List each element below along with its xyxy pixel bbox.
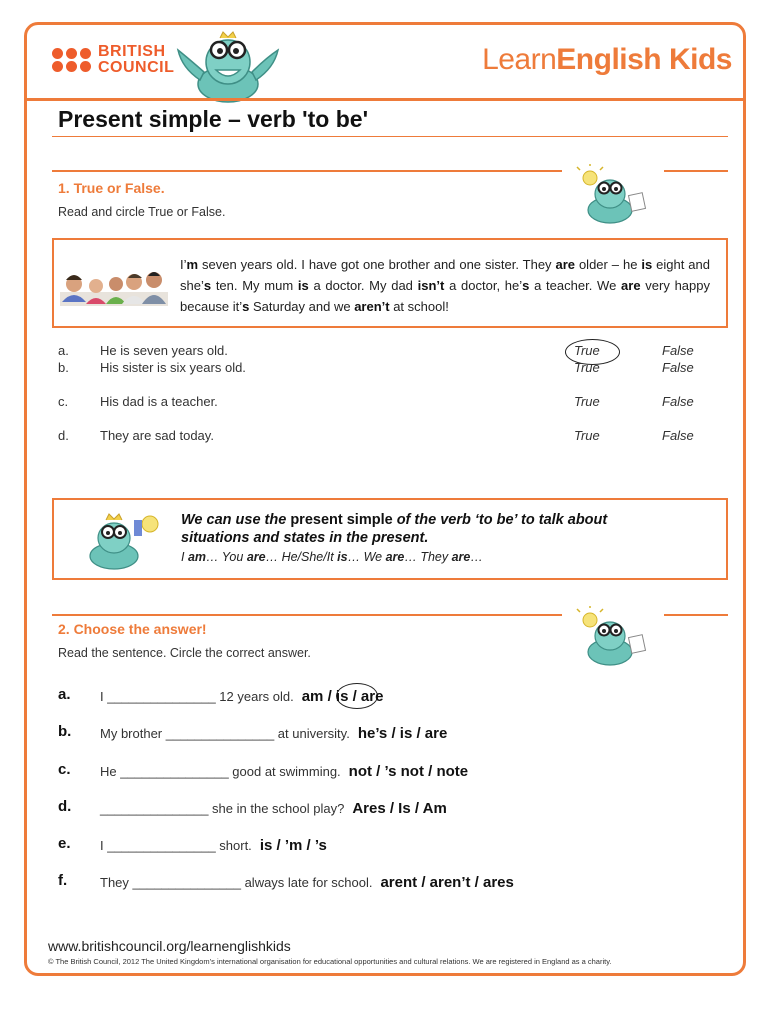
true-option[interactable]: True bbox=[574, 343, 600, 358]
example-run: … He/She/It bbox=[265, 550, 338, 564]
choose-answer-item bbox=[58, 761, 718, 785]
grammar-examples bbox=[181, 550, 483, 564]
item-statement: His dad is a teacher. bbox=[100, 394, 218, 409]
passage-run: m bbox=[186, 257, 199, 272]
example-run: … We bbox=[347, 550, 386, 564]
mascot-idea-icon bbox=[572, 164, 656, 228]
footer-copyright: © The British Council, 2012 The United Kingdom’s international organisation for educational opportunities and cultural relations. We are registered in England as a charity. bbox=[48, 957, 612, 966]
choose-answer-item bbox=[58, 872, 718, 896]
passage-run: a doctor, he’ bbox=[444, 278, 523, 293]
section2-divider-right bbox=[664, 614, 728, 616]
example-run: is bbox=[337, 550, 348, 564]
passage-run: ten. My mum bbox=[211, 278, 298, 293]
example-run: are bbox=[385, 550, 405, 564]
true-option[interactable]: True bbox=[574, 428, 600, 443]
item-sentence: They _______________ always late for school. bbox=[100, 875, 373, 890]
passage-run: a doctor. My dad bbox=[308, 278, 418, 293]
section1-heading: 1. True or False. bbox=[58, 180, 165, 196]
page-title: Present simple – verb 'to be' bbox=[58, 106, 369, 132]
item-letter: a. bbox=[58, 343, 69, 358]
answer-options[interactable]: not / ’s not / note bbox=[348, 763, 469, 780]
choose-answer-item bbox=[58, 798, 718, 822]
passage-run: s bbox=[242, 299, 250, 314]
passage-run: eight and she’ bbox=[180, 257, 710, 293]
example-run: are bbox=[246, 550, 266, 564]
item-sentence: He _______________ good at swimming. bbox=[100, 764, 341, 779]
bc-logo-line1: BRITISH bbox=[98, 43, 166, 60]
item-letter: a. bbox=[58, 686, 71, 703]
learnenglish-kids-logo: LearnEnglish Kids bbox=[482, 43, 732, 76]
choose-answer-item bbox=[58, 723, 718, 747]
passage-run: older – he bbox=[575, 257, 642, 272]
true-false-item bbox=[58, 394, 708, 410]
mascot-idea-icon-2 bbox=[78, 506, 168, 572]
false-option[interactable]: False bbox=[662, 360, 694, 375]
header-divider bbox=[24, 98, 746, 101]
true-option[interactable]: True bbox=[574, 360, 600, 375]
example-run: am bbox=[187, 550, 207, 564]
item-letter: f. bbox=[58, 872, 68, 889]
section1-divider-right bbox=[664, 170, 728, 172]
passage-run: are bbox=[621, 278, 641, 293]
section1-divider bbox=[52, 170, 562, 172]
answer-options[interactable]: is / ’m / ’s bbox=[259, 837, 327, 854]
section1-instruction: Read and circle True or False. bbox=[58, 205, 226, 219]
mascot-header-icon bbox=[170, 28, 284, 104]
true-option[interactable]: True bbox=[574, 394, 600, 409]
item-letter: e. bbox=[58, 835, 71, 852]
passage-run: a teacher. We bbox=[529, 278, 622, 293]
choose-answer-item bbox=[58, 686, 718, 710]
true-false-item bbox=[58, 428, 708, 444]
passage-run: aren’t bbox=[354, 299, 390, 314]
passage-run: is bbox=[297, 278, 309, 293]
passage-run: I’ bbox=[180, 257, 187, 272]
answer-options[interactable]: arent / aren’t / ares bbox=[380, 874, 514, 891]
section2-heading: 2. Choose the answer! bbox=[58, 621, 207, 637]
grammar-info-text: We can use the present simple of the verb ‘to be’ to talk about situations and states in the present. bbox=[181, 512, 608, 546]
example-run: I bbox=[181, 550, 188, 564]
example-run: … bbox=[470, 550, 483, 564]
false-option[interactable]: False bbox=[662, 343, 694, 358]
item-sentence: My brother _______________ at university. bbox=[100, 726, 350, 741]
item-statement: He is seven years old. bbox=[100, 343, 228, 358]
answer-options[interactable]: Ares / Is / Am bbox=[352, 800, 447, 817]
footer-url[interactable]: www.britishcouncil.org/learnenglishkids bbox=[48, 938, 291, 954]
item-letter: d. bbox=[58, 428, 69, 443]
passage-run: at school! bbox=[389, 299, 449, 314]
item-letter: d. bbox=[58, 798, 72, 815]
example-run: … You bbox=[206, 550, 247, 564]
section2-instruction: Read the sentence. Circle the correct answer. bbox=[58, 646, 311, 660]
example-run: … They bbox=[404, 550, 452, 564]
family-photo-icon bbox=[60, 262, 168, 306]
item-sentence: I _______________ 12 years old. bbox=[100, 689, 294, 704]
mascot-idea-icon-3 bbox=[572, 606, 656, 670]
british-council-logo bbox=[52, 44, 174, 76]
passage-run: s bbox=[203, 278, 212, 293]
passage-run: seven years old. I have got one brother and one sister. They bbox=[198, 257, 556, 272]
true-false-item bbox=[58, 360, 708, 376]
section2-divider bbox=[52, 614, 562, 616]
british-council-dots-icon bbox=[52, 48, 92, 72]
title-divider bbox=[52, 136, 728, 137]
reading-passage bbox=[180, 254, 710, 317]
item-letter: b. bbox=[58, 360, 69, 375]
example-run: are bbox=[451, 550, 471, 564]
passage-run: are bbox=[555, 257, 576, 272]
item-letter: c. bbox=[58, 394, 69, 409]
false-option[interactable]: False bbox=[662, 394, 694, 409]
item-sentence: I _______________ short. bbox=[100, 838, 252, 853]
passage-run: is bbox=[641, 257, 653, 272]
choose-answer-item bbox=[58, 835, 718, 859]
item-sentence: _______________ she in the school play? bbox=[100, 801, 345, 816]
item-statement: His sister is six years old. bbox=[100, 360, 246, 375]
passage-run: isn’t bbox=[417, 278, 445, 293]
passage-run: very happy because it’ bbox=[180, 278, 710, 314]
true-false-item bbox=[58, 343, 708, 359]
answer-options[interactable]: he’s / is / are bbox=[357, 725, 448, 742]
item-statement: They are sad today. bbox=[100, 428, 214, 443]
passage-run: Saturday and we bbox=[249, 299, 355, 314]
false-option[interactable]: False bbox=[662, 428, 694, 443]
answer-options[interactable]: am / is / are bbox=[301, 688, 384, 705]
bc-logo-line2: COUNCIL bbox=[98, 59, 175, 76]
item-letter: b. bbox=[58, 723, 72, 740]
item-letter: c. bbox=[58, 761, 71, 778]
passage-run: s bbox=[522, 278, 530, 293]
